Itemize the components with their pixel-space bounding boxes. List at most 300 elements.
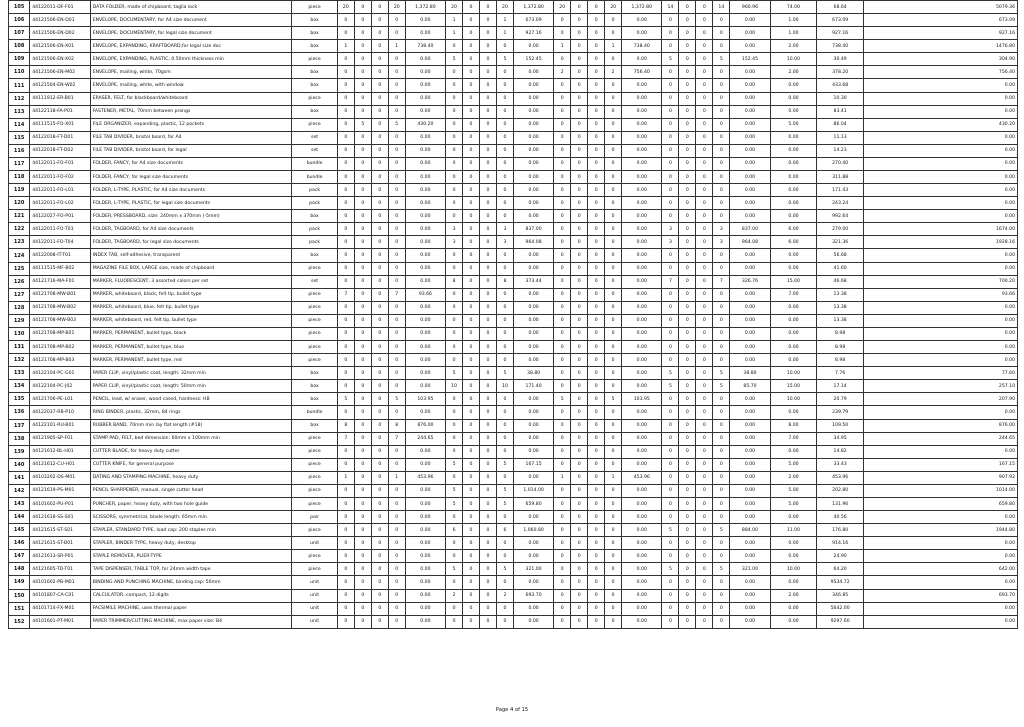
q4-qty-cell: 0 xyxy=(713,92,730,105)
q3-jul-cell: 0 xyxy=(554,589,571,602)
table-row xyxy=(9,197,1018,210)
q4-dec-cell: 0 xyxy=(696,92,713,105)
q3-qty-cell: 0 xyxy=(605,288,622,301)
q1-feb-cell: 0 xyxy=(354,79,371,92)
total-quantity-cell: 5.00 xyxy=(770,458,817,471)
q3-sep-cell: 0 xyxy=(588,66,605,79)
table-row xyxy=(9,419,1018,432)
q2-qty-cell: 0 xyxy=(496,432,513,445)
item-description-cell: RING BINDER, plastic, 32mm, 84 rings xyxy=(90,406,292,419)
q2-may-cell: 0 xyxy=(463,511,480,524)
q1-mar-cell: 0 xyxy=(371,497,388,510)
q4-qty-cell: 0 xyxy=(713,14,730,27)
q3-aug-cell: 0 xyxy=(571,537,588,550)
q2-may-cell: 0 xyxy=(463,118,480,131)
q3-aug-cell: 0 xyxy=(571,563,588,576)
q1-mar-cell: 0 xyxy=(371,563,388,576)
item-code-cell: 44111912-ER-B01 xyxy=(30,92,90,105)
q1-feb-cell: 0 xyxy=(354,524,371,537)
q2-may-cell: 0 xyxy=(463,105,480,118)
q2-amount-cell: 0.00 xyxy=(513,615,553,628)
q4-qty-cell: 0 xyxy=(713,27,730,40)
q1-feb-cell: 0 xyxy=(354,354,371,367)
q4-nov-cell: 0 xyxy=(679,157,696,170)
item-number-cell: 135 xyxy=(9,393,30,406)
q3-sep-cell: 0 xyxy=(588,393,605,406)
q2-amount-cell: 0.00 xyxy=(513,262,553,275)
q2-apr-cell: 0 xyxy=(446,105,463,118)
q2-jun-cell: 0 xyxy=(480,236,497,249)
q1-qty-cell: 0 xyxy=(388,563,405,576)
table-row xyxy=(9,249,1018,262)
q2-jun-cell: 0 xyxy=(480,432,497,445)
item-code-cell: 44121716-MA-F01 xyxy=(30,275,90,288)
q3-amount-cell: 0.00 xyxy=(622,301,662,314)
q2-jun-cell: 0 xyxy=(480,563,497,576)
q2-qty-cell: 0 xyxy=(496,79,513,92)
q2-jun-cell: 0 xyxy=(480,524,497,537)
q3-sep-cell: 0 xyxy=(588,14,605,27)
q1-mar-cell: 0 xyxy=(371,589,388,602)
q2-jun-cell: 0 xyxy=(480,1,497,14)
table-row xyxy=(9,537,1018,550)
q2-amount-cell: 1,060.80 xyxy=(513,524,553,537)
total-amount-cell: 0.00 xyxy=(863,615,1017,628)
q2-may-cell: 0 xyxy=(463,563,480,576)
q3-jul-cell: 0 xyxy=(554,406,571,419)
q2-jun-cell: 0 xyxy=(480,341,497,354)
item-description-cell: PUNCHER, paper, heavy duty, with two hole guide xyxy=(90,497,292,510)
q4-nov-cell: 0 xyxy=(679,367,696,380)
q3-jul-cell: 0 xyxy=(554,511,571,524)
q2-apr-cell: 3 xyxy=(446,223,463,236)
q2-apr-cell: 5 xyxy=(446,53,463,66)
item-description-cell: MARKER, PERMANENT, bullet type, black xyxy=(90,327,292,340)
q4-nov-cell: 0 xyxy=(679,406,696,419)
q3-aug-cell: 0 xyxy=(571,471,588,484)
total-quantity-cell: 0.00 xyxy=(770,314,817,327)
unit-of-measure-cell: box xyxy=(292,66,338,79)
q1-amount-cell: 0.00 xyxy=(405,131,445,144)
q2-qty-cell: 0 xyxy=(496,406,513,419)
item-description-cell: FILE ORGANIZER, expanding, plastic, 12 pockets xyxy=(90,118,292,131)
item-number-cell: 131 xyxy=(9,341,30,354)
q4-oct-cell: 0 xyxy=(662,458,679,471)
unit-of-measure-cell: piece xyxy=(292,524,338,537)
q2-apr-cell: 20 xyxy=(446,1,463,14)
q1-feb-cell: 0 xyxy=(354,1,371,14)
q1-qty-cell: 1 xyxy=(388,471,405,484)
q2-jun-cell: 0 xyxy=(480,53,497,66)
q3-jul-cell: 5 xyxy=(554,393,571,406)
q3-jul-cell: 0 xyxy=(554,458,571,471)
q2-apr-cell: 0 xyxy=(446,445,463,458)
q2-qty-cell: 0 xyxy=(496,40,513,53)
q1-jan-cell: 0 xyxy=(337,275,354,288)
total-quantity-cell: 0.00 xyxy=(770,576,817,589)
table-row xyxy=(9,576,1018,589)
table-row xyxy=(9,184,1018,197)
q2-qty-cell: 0 xyxy=(496,144,513,157)
q3-amount-cell: 0.00 xyxy=(622,14,662,27)
q2-jun-cell: 0 xyxy=(480,275,497,288)
item-description-cell: MARKER, PERMANENT, bullet type, blue xyxy=(90,341,292,354)
q4-oct-cell: 0 xyxy=(662,354,679,367)
q4-qty-cell: 5 xyxy=(713,524,730,537)
q4-qty-cell: 0 xyxy=(713,79,730,92)
total-amount-cell: 0.00 xyxy=(863,92,1017,105)
q2-apr-cell: 2 xyxy=(446,589,463,602)
unit-of-measure-cell: box xyxy=(292,40,338,53)
q1-amount-cell: 0.00 xyxy=(405,66,445,79)
total-amount-cell: 659.80 xyxy=(863,497,1017,510)
item-description-cell: FOLDER, L-TYPE, PLASTIC, for legal size documents xyxy=(90,197,292,210)
total-quantity-cell: 7.00 xyxy=(770,288,817,301)
q2-qty-cell: 0 xyxy=(496,445,513,458)
q1-mar-cell: 0 xyxy=(371,236,388,249)
q4-amount-cell: 0.00 xyxy=(730,249,770,262)
q4-oct-cell: 0 xyxy=(662,197,679,210)
q2-apr-cell: 1 xyxy=(446,27,463,40)
q3-jul-cell: 0 xyxy=(554,157,571,170)
q1-amount-cell: 738.40 xyxy=(405,40,445,53)
item-number-cell: 122 xyxy=(9,223,30,236)
q3-aug-cell: 0 xyxy=(571,511,588,524)
q1-qty-cell: 0 xyxy=(388,615,405,628)
q2-apr-cell: 0 xyxy=(446,262,463,275)
item-number-cell: 130 xyxy=(9,327,30,340)
q3-sep-cell: 0 xyxy=(588,327,605,340)
q3-jul-cell: 20 xyxy=(554,1,571,14)
q1-feb-cell: 0 xyxy=(354,327,371,340)
q3-jul-cell: 0 xyxy=(554,118,571,131)
q1-qty-cell: 7 xyxy=(388,432,405,445)
q3-qty-cell: 0 xyxy=(605,602,622,615)
item-number-cell: 151 xyxy=(9,602,30,615)
q3-amount-cell: 0.00 xyxy=(622,406,662,419)
q1-jan-cell: 0 xyxy=(337,210,354,223)
q2-may-cell: 0 xyxy=(463,432,480,445)
q2-amount-cell: 152.45 xyxy=(513,53,553,66)
unit-price-cell: 914.16 xyxy=(817,537,864,550)
q3-qty-cell: 2 xyxy=(605,66,622,79)
item-number-cell: 118 xyxy=(9,171,30,184)
q4-dec-cell: 0 xyxy=(696,131,713,144)
q4-dec-cell: 0 xyxy=(696,602,713,615)
q2-amount-cell: 0.00 xyxy=(513,314,553,327)
q1-mar-cell: 0 xyxy=(371,406,388,419)
item-description-cell: INDEX TAB, self-adhesive, transparent xyxy=(90,249,292,262)
item-number-cell: 148 xyxy=(9,563,30,576)
q4-oct-cell: 3 xyxy=(662,236,679,249)
unit-price-cell: 239.79 xyxy=(817,406,864,419)
q3-amount-cell: 0.00 xyxy=(622,484,662,497)
q1-qty-cell: 0 xyxy=(388,262,405,275)
table-row xyxy=(9,589,1018,602)
q2-may-cell: 0 xyxy=(463,131,480,144)
unit-price-cell: 8.98 xyxy=(817,354,864,367)
q2-amount-cell: 673.09 xyxy=(513,14,553,27)
item-code-cell: 44121706-PE-L01 xyxy=(30,393,90,406)
total-quantity-cell: 5.00 xyxy=(770,118,817,131)
q3-amount-cell: 0.00 xyxy=(622,144,662,157)
q3-qty-cell: 0 xyxy=(605,184,622,197)
q4-amount-cell: 0.00 xyxy=(730,40,770,53)
item-number-cell: 115 xyxy=(9,131,30,144)
q4-amount-cell: 0.00 xyxy=(730,445,770,458)
q1-qty-cell: 0 xyxy=(388,576,405,589)
total-amount-cell: 673.09 xyxy=(863,14,1017,27)
q4-nov-cell: 0 xyxy=(679,249,696,262)
q2-qty-cell: 20 xyxy=(496,1,513,14)
item-description-cell: PAPER CLIP, vinyl/plastic coat, length: 32mm min xyxy=(90,367,292,380)
q3-jul-cell: 0 xyxy=(554,210,571,223)
q1-feb-cell: 0 xyxy=(354,197,371,210)
item-number-cell: 133 xyxy=(9,367,30,380)
q4-qty-cell: 3 xyxy=(713,236,730,249)
q4-amount-cell: 0.00 xyxy=(730,471,770,484)
q4-amount-cell: 0.00 xyxy=(730,511,770,524)
q2-may-cell: 0 xyxy=(463,27,480,40)
unit-price-cell: 9297.60 xyxy=(817,615,864,628)
unit-of-measure-cell: set xyxy=(292,275,338,288)
q4-qty-cell: 0 xyxy=(713,484,730,497)
q1-jan-cell: 0 xyxy=(337,406,354,419)
item-description-cell: FOLDER, L-TYPE, PLASTIC, for A4 size documents xyxy=(90,184,292,197)
q2-qty-cell: 0 xyxy=(496,118,513,131)
q2-jun-cell: 0 xyxy=(480,550,497,563)
q2-jun-cell: 0 xyxy=(480,602,497,615)
q4-amount-cell: 0.00 xyxy=(730,171,770,184)
page-number: Page 4 of 15 xyxy=(495,707,529,713)
q2-may-cell: 0 xyxy=(463,157,480,170)
item-code-cell: 44121905-SP-F01 xyxy=(30,432,90,445)
item-code-cell: 44122037-RB-P10 xyxy=(30,406,90,419)
q3-sep-cell: 0 xyxy=(588,406,605,419)
q2-apr-cell: 0 xyxy=(446,327,463,340)
q1-jan-cell: 8 xyxy=(337,419,354,432)
q3-aug-cell: 0 xyxy=(571,497,588,510)
q1-qty-cell: 0 xyxy=(388,249,405,262)
q3-qty-cell: 0 xyxy=(605,380,622,393)
q1-feb-cell: 0 xyxy=(354,53,371,66)
q2-apr-cell: 0 xyxy=(446,341,463,354)
q1-qty-cell: 0 xyxy=(388,157,405,170)
q1-mar-cell: 0 xyxy=(371,131,388,144)
q1-mar-cell: 0 xyxy=(371,511,388,524)
q4-oct-cell: 5 xyxy=(662,563,679,576)
q3-qty-cell: 0 xyxy=(605,432,622,445)
total-quantity-cell: 10.00 xyxy=(770,53,817,66)
q4-amount-cell: 321.00 xyxy=(730,563,770,576)
q4-amount-cell: 0.00 xyxy=(730,301,770,314)
q2-qty-cell: 6 xyxy=(496,524,513,537)
item-code-cell: 44121615-ST-S01 xyxy=(30,524,90,537)
q4-amount-cell: 85.70 xyxy=(730,380,770,393)
q4-oct-cell: 0 xyxy=(662,118,679,131)
q4-amount-cell: 0.00 xyxy=(730,144,770,157)
q3-sep-cell: 0 xyxy=(588,602,605,615)
item-description-cell: STAMP PAD, FELT, bed dimension: 60mm x 100mm min xyxy=(90,432,292,445)
table-row xyxy=(9,14,1018,27)
q3-qty-cell: 0 xyxy=(605,105,622,118)
q4-nov-cell: 0 xyxy=(679,589,696,602)
q3-amount-cell: 0.00 xyxy=(622,354,662,367)
total-amount-cell: 1014.00 xyxy=(863,484,1017,497)
q1-amount-cell: 0.00 xyxy=(405,550,445,563)
q3-amount-cell: 0.00 xyxy=(622,563,662,576)
item-code-cell: 44122018-FT-D02 xyxy=(30,144,90,157)
q4-qty-cell: 0 xyxy=(713,210,730,223)
q3-qty-cell: 5 xyxy=(605,393,622,406)
q2-amount-cell: 0.00 xyxy=(513,576,553,589)
q4-dec-cell: 0 xyxy=(696,210,713,223)
q3-sep-cell: 0 xyxy=(588,471,605,484)
q1-amount-cell: 0.00 xyxy=(405,275,445,288)
q4-nov-cell: 0 xyxy=(679,223,696,236)
q4-oct-cell: 0 xyxy=(662,445,679,458)
q4-nov-cell: 0 xyxy=(679,497,696,510)
unit-of-measure-cell: box xyxy=(292,79,338,92)
table-row xyxy=(9,354,1018,367)
q4-qty-cell: 0 xyxy=(713,249,730,262)
item-code-cell: 44121618-SS-S01 xyxy=(30,511,90,524)
q4-dec-cell: 0 xyxy=(696,197,713,210)
q1-amount-cell: 0.00 xyxy=(405,14,445,27)
item-number-cell: 108 xyxy=(9,40,30,53)
item-number-cell: 111 xyxy=(9,79,30,92)
q4-qty-cell: 3 xyxy=(713,223,730,236)
q4-amount-cell: 0.00 xyxy=(730,393,770,406)
q2-jun-cell: 0 xyxy=(480,66,497,79)
unit-of-measure-cell: box xyxy=(292,210,338,223)
q1-feb-cell: 0 xyxy=(354,589,371,602)
unit-of-measure-cell: box xyxy=(292,419,338,432)
q4-nov-cell: 0 xyxy=(679,197,696,210)
q3-jul-cell: 0 xyxy=(554,367,571,380)
q4-oct-cell: 0 xyxy=(662,511,679,524)
q3-qty-cell: 0 xyxy=(605,327,622,340)
q4-dec-cell: 0 xyxy=(696,393,713,406)
q3-amount-cell: 0.00 xyxy=(622,367,662,380)
q2-amount-cell: 0.00 xyxy=(513,288,553,301)
q3-sep-cell: 0 xyxy=(588,484,605,497)
total-quantity-cell: 0.00 xyxy=(770,537,817,550)
q4-nov-cell: 0 xyxy=(679,27,696,40)
item-number-cell: 109 xyxy=(9,53,30,66)
q3-amount-cell: 0.00 xyxy=(622,537,662,550)
q4-nov-cell: 0 xyxy=(679,92,696,105)
q4-dec-cell: 0 xyxy=(696,380,713,393)
q4-oct-cell: 0 xyxy=(662,471,679,484)
item-number-cell: 121 xyxy=(9,210,30,223)
table-row xyxy=(9,602,1018,615)
q2-apr-cell: 0 xyxy=(446,419,463,432)
q3-amount-cell: 103.95 xyxy=(622,393,662,406)
q1-feb-cell: 0 xyxy=(354,144,371,157)
item-code-cell: 44121708-MP-B01 xyxy=(30,327,90,340)
q4-oct-cell: 0 xyxy=(662,484,679,497)
q3-amount-cell: 1,372.80 xyxy=(622,1,662,14)
q1-amount-cell: 0.00 xyxy=(405,497,445,510)
q4-oct-cell: 0 xyxy=(662,589,679,602)
q4-nov-cell: 0 xyxy=(679,53,696,66)
item-number-cell: 110 xyxy=(9,66,30,79)
q2-may-cell: 0 xyxy=(463,1,480,14)
q1-jan-cell: 0 xyxy=(337,105,354,118)
q2-qty-cell: 0 xyxy=(496,105,513,118)
q4-oct-cell: 5 xyxy=(662,367,679,380)
q1-feb-cell: 0 xyxy=(354,367,371,380)
q1-mar-cell: 0 xyxy=(371,301,388,314)
item-code-cell: 44122011-FO-L02 xyxy=(30,197,90,210)
item-number-cell: 129 xyxy=(9,314,30,327)
q4-dec-cell: 0 xyxy=(696,314,713,327)
q1-jan-cell: 0 xyxy=(337,341,354,354)
q1-feb-cell: 0 xyxy=(354,131,371,144)
q1-qty-cell: 0 xyxy=(388,524,405,537)
q2-may-cell: 0 xyxy=(463,419,480,432)
q4-qty-cell: 0 xyxy=(713,314,730,327)
q4-dec-cell: 0 xyxy=(696,445,713,458)
q2-apr-cell: 10 xyxy=(446,380,463,393)
q1-feb-cell: 0 xyxy=(354,249,371,262)
total-amount-cell: 207.90 xyxy=(863,393,1017,406)
q3-aug-cell: 0 xyxy=(571,210,588,223)
q3-qty-cell: 0 xyxy=(605,275,622,288)
table-row xyxy=(9,406,1018,419)
total-amount-cell: 257.10 xyxy=(863,380,1017,393)
q2-apr-cell: 0 xyxy=(446,92,463,105)
q3-sep-cell: 0 xyxy=(588,615,605,628)
q1-feb-cell: 0 xyxy=(354,157,371,170)
table-row xyxy=(9,223,1018,236)
q3-aug-cell: 0 xyxy=(571,14,588,27)
q3-amount-cell: 453.96 xyxy=(622,471,662,484)
item-code-cell: 44122104-PC-J02 xyxy=(30,380,90,393)
total-quantity-cell: 5.00 xyxy=(770,484,817,497)
q3-jul-cell: 0 xyxy=(554,105,571,118)
q2-may-cell: 0 xyxy=(463,262,480,275)
total-quantity-cell: 1.00 xyxy=(770,27,817,40)
q4-nov-cell: 0 xyxy=(679,511,696,524)
q4-amount-cell: 0.00 xyxy=(730,615,770,628)
q2-may-cell: 0 xyxy=(463,327,480,340)
q4-dec-cell: 0 xyxy=(696,105,713,118)
q3-qty-cell: 0 xyxy=(605,576,622,589)
q4-dec-cell: 0 xyxy=(696,118,713,131)
q1-qty-cell: 0 xyxy=(388,341,405,354)
q4-qty-cell: 0 xyxy=(713,341,730,354)
q3-sep-cell: 0 xyxy=(588,118,605,131)
q1-qty-cell: 0 xyxy=(388,105,405,118)
item-number-cell: 128 xyxy=(9,301,30,314)
total-amount-cell: 756.40 xyxy=(863,66,1017,79)
item-code-cell: 44122027-FO-P01 xyxy=(30,210,90,223)
unit-of-measure-cell: pair xyxy=(292,511,338,524)
total-amount-cell: 0.00 xyxy=(863,445,1017,458)
q3-sep-cell: 0 xyxy=(588,1,605,14)
q3-aug-cell: 0 xyxy=(571,223,588,236)
q2-jun-cell: 0 xyxy=(480,367,497,380)
q4-nov-cell: 0 xyxy=(679,14,696,27)
q2-amount-cell: 0.00 xyxy=(513,354,553,367)
q1-jan-cell: 0 xyxy=(337,157,354,170)
q2-jun-cell: 0 xyxy=(480,615,497,628)
q3-sep-cell: 0 xyxy=(588,40,605,53)
item-code-cell: 44121506-EN-D01 xyxy=(30,14,90,27)
q3-aug-cell: 0 xyxy=(571,171,588,184)
